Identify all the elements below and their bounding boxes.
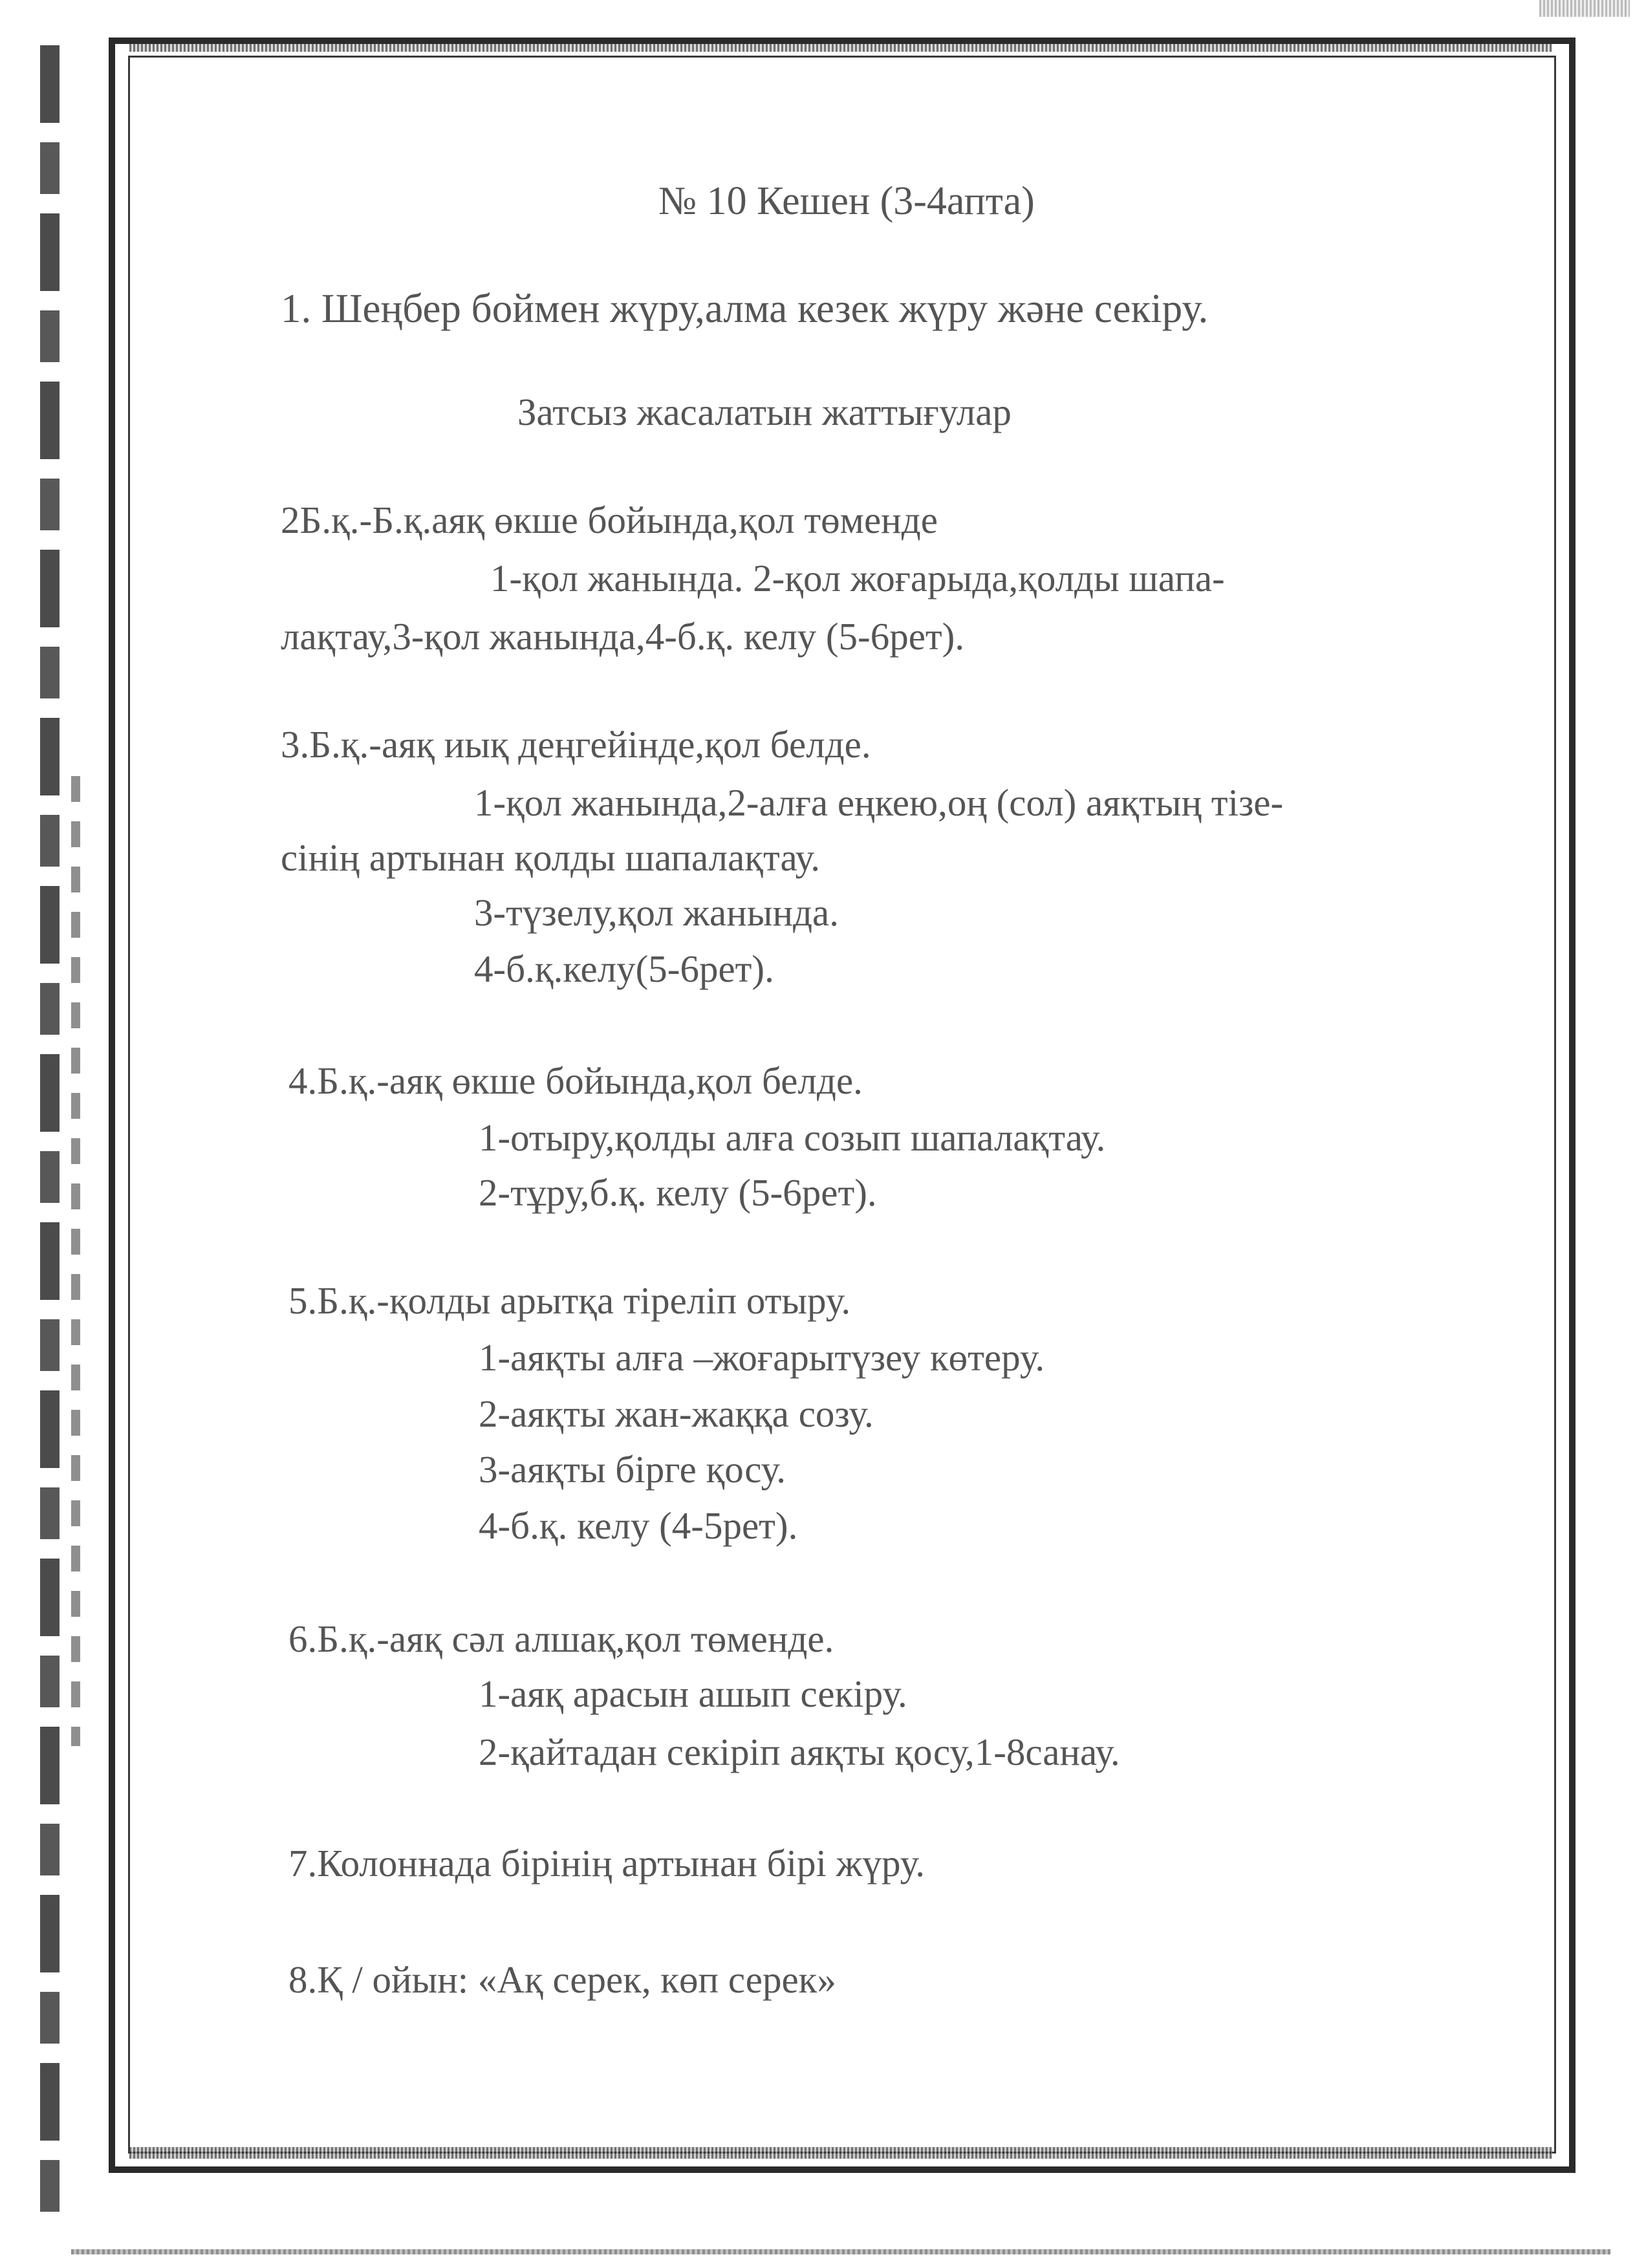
- exercise-5-title: 5.Б.қ.-қолды арытқа тіреліп отыру.: [288, 1279, 851, 1322]
- exercise-5-step: 1-аяқты алға –жоғарытүзеу көтеру.: [479, 1336, 1045, 1379]
- exercise-3-step: сінің артынан қолды шапалақтау.: [281, 836, 820, 879]
- exercise-6-title: 6.Б.қ.-аяқ сәл алшақ,қол төменде.: [288, 1617, 834, 1660]
- exercise-3-step: 1-қол жанында,2-алға еңкею,оң (сол) аяқтың тізе-: [474, 781, 1284, 824]
- exercise-2-step: лақтау,3-қол жанында,4-б.қ. келу (5-6рет).: [281, 615, 965, 658]
- scan-corner-mark: [1539, 0, 1630, 17]
- frame-hatch-bottom: [129, 2147, 1552, 2159]
- exercise-3-step: 4-б.қ.келу(5-6рет).: [474, 947, 774, 990]
- exercise-3-title: 3.Б.қ.-аяқ иық деңгейінде,қол белде.: [281, 723, 871, 766]
- scan-bottom-line: [71, 2249, 1610, 2254]
- exercise-1: 1. Шеңбер боймен жүру,алма кезек жүру және секіру.: [281, 286, 1209, 331]
- exercise-2-title: 2Б.қ.-Б.қ.аяқ өкше бойында,қол төменде: [281, 499, 938, 541]
- section-subtitle: Затсыз жасалатын жаттығулар: [517, 391, 1012, 433]
- exercise-6-step: 1-аяқ арасын ашып секіру.: [479, 1672, 907, 1715]
- exercise-5-step: 3-аяқты бірге қосу.: [479, 1448, 786, 1491]
- exercise-8-game: 8.Қ / ойын: «Ақ серек, көп серек»: [288, 1958, 836, 2001]
- exercise-5-step: 2-аяқты жан-жаққа созу.: [479, 1392, 874, 1435]
- exercise-6-step: 2-қайтадан секіріп аяқты қосу,1-8санау.: [479, 1731, 1120, 1773]
- page-title: № 10 Кешен (3-4апта): [658, 179, 1035, 223]
- exercise-2-step: 1-қол жанында. 2-қол жоғарыда,қолды шапа-: [490, 557, 1225, 599]
- exercise-3-step: 3-түзелу,қол жанында.: [474, 891, 839, 934]
- exercise-7: 7.Колоннада бірінің артынан бірі жүру.: [288, 1842, 926, 1885]
- scanner-edge-strip-inner: [71, 776, 80, 1746]
- exercise-4-step: 1-отыру,қолды алға созып шапалақтау.: [479, 1116, 1106, 1159]
- page-border-inner: [128, 56, 1556, 2154]
- exercise-4-title: 4.Б.қ.-аяқ өкше бойында,қол белде.: [288, 1059, 863, 1102]
- exercise-5-step: 4-б.қ. келу (4-5рет).: [479, 1504, 798, 1547]
- scanner-edge-strip: [40, 45, 60, 2225]
- exercise-4-step: 2-тұру,б.қ. келу (5-6рет).: [479, 1171, 877, 1214]
